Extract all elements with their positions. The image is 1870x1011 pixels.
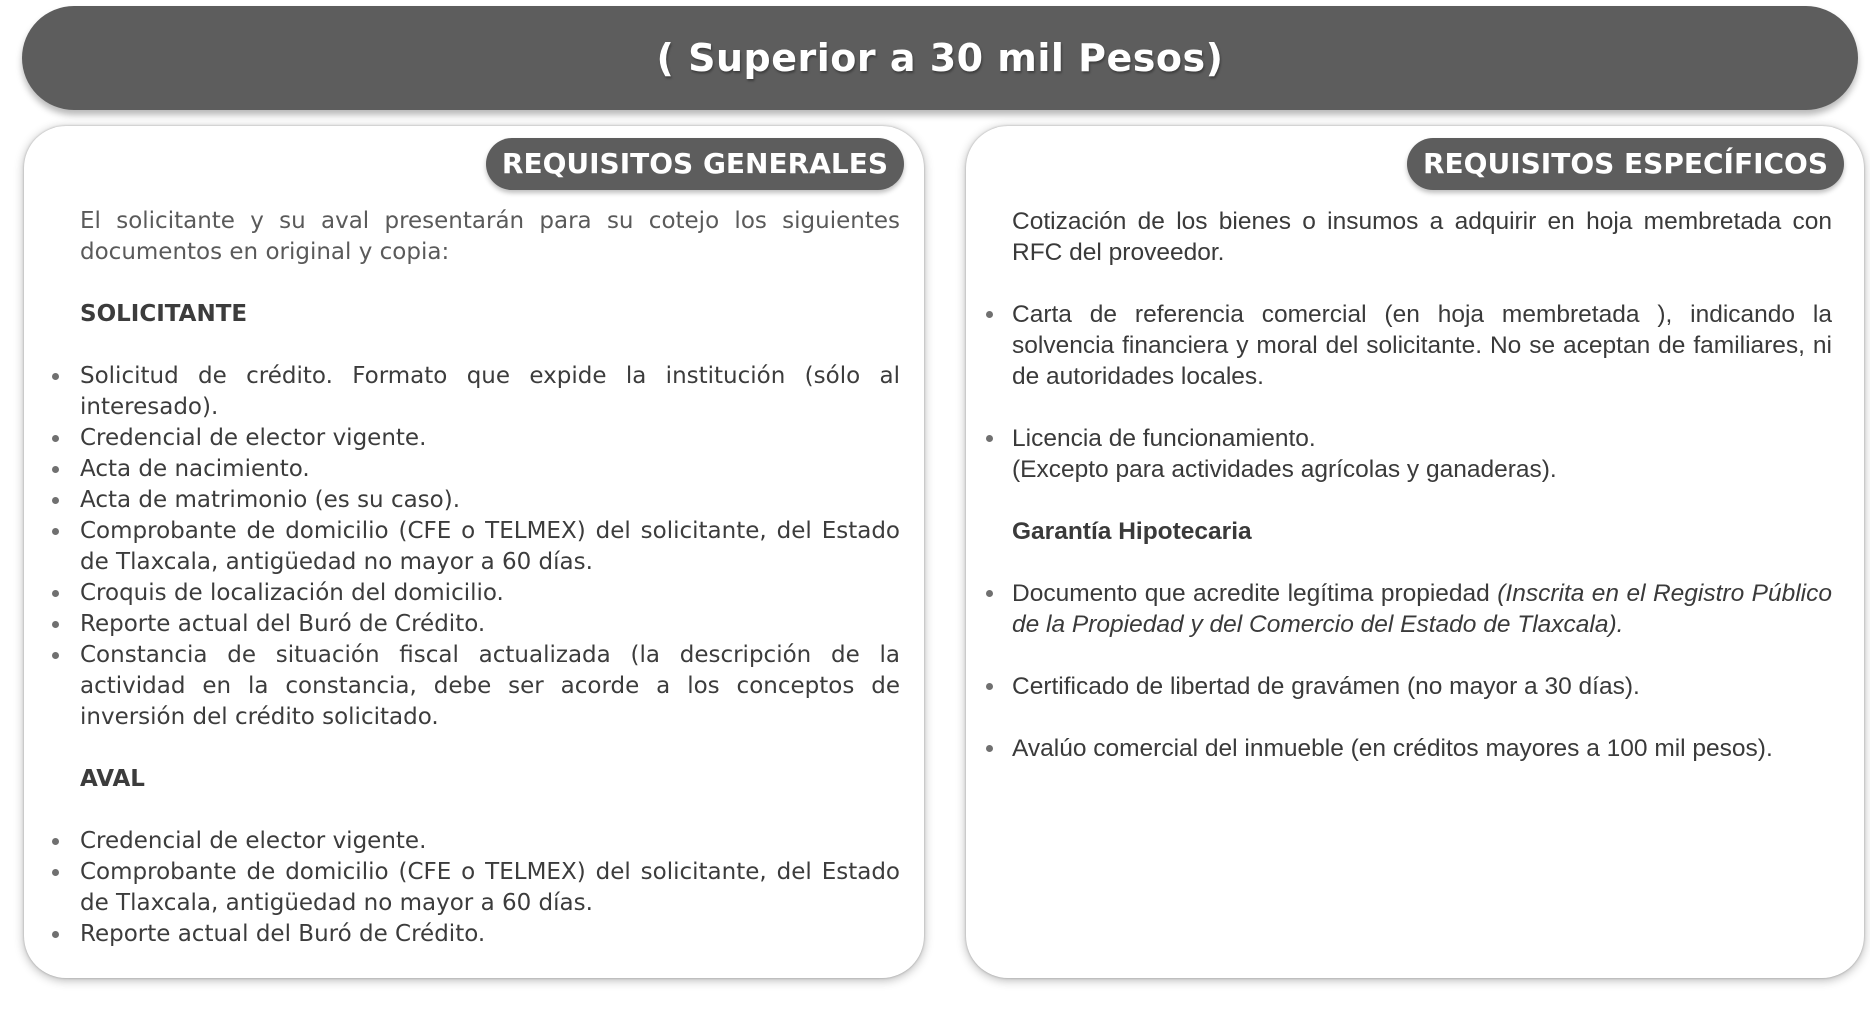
- general-requirements-title: REQUISITOS GENERALES: [486, 138, 904, 190]
- list-item: Avalúo comercial del inmueble (en créditos mayores a 100 mil pesos).: [1012, 733, 1832, 764]
- list-item: Credencial de elector vigente.: [80, 826, 900, 857]
- general-requirements-content: [80, 206, 900, 950]
- cotizacion-text: Cotización de los bienes o insumos a adquirir en hoja membretada con RFC del proveedor.: [1012, 208, 1832, 266]
- list-item: Documento que acredite legítima propiedad (Inscrita en el Registro Público de la Propiedad y del Comercio del Estado de Tlaxcala).: [1012, 578, 1832, 640]
- specific-requirements-title: REQUISITOS ESPECÍFICOS: [1407, 138, 1844, 190]
- garantia-list: [1012, 578, 1832, 640]
- list-item: Acta de nacimiento.: [80, 454, 900, 485]
- list-item: Comprobante de domicilio (CFE o TELMEX) del solicitante, del Estado de Tlaxcala, antigüedad no mayor a 60 días.: [80, 516, 900, 578]
- list-item: Reporte actual del Buró de Crédito.: [80, 919, 900, 950]
- specific-list-1: [1012, 299, 1832, 392]
- specific-requirements-card: [966, 126, 1864, 978]
- list-item: Licencia de funcionamiento. (Excepto para actividades agrícolas y ganaderas).: [1012, 423, 1832, 485]
- aval-heading: AVAL: [80, 766, 145, 792]
- list-item: Reporte actual del Buró de Crédito.: [80, 609, 900, 640]
- documento-note: (Inscrita en el Registro Público de la Propiedad y del Comercio del Estado de Tlaxcala).: [1012, 580, 1832, 638]
- list-item: Acta de matrimonio (es su caso).: [80, 485, 900, 516]
- list-item: Comprobante de domicilio (CFE o TELMEX) del solicitante, del Estado de Tlaxcala, antigüedad no mayor a 60 días.: [80, 857, 900, 919]
- avaluo-list: [1012, 733, 1832, 764]
- list-item: Certificado de libertad de gravámen (no mayor a 30 días).: [1012, 671, 1832, 702]
- licencia-note: (Excepto para actividades agrícolas y ganaderas).: [1012, 456, 1557, 483]
- list-item: Carta de referencia comercial (en hoja membretada ), indicando la solvencia financiera y moral del solicitante. No se aceptan de familiares, ni de autoridades locales.: [1012, 299, 1832, 392]
- general-requirements-card: [24, 126, 924, 978]
- specific-requirements-content: [1012, 206, 1832, 764]
- list-item: Credencial de elector vigente.: [80, 423, 900, 454]
- aval-list: [80, 826, 900, 950]
- page-title: ( Superior a 30 mil Pesos): [656, 36, 1224, 80]
- header-banner: [22, 6, 1858, 110]
- list-item: Solicitud de crédito. Formato que expide la institución (sólo al interesado).: [80, 361, 900, 423]
- certificado-list: [1012, 671, 1832, 702]
- solicitante-heading: SOLICITANTE: [80, 301, 248, 327]
- intro-text: El solicitante y su aval presentarán para su cotejo los siguientes documentos en original y copia:: [80, 208, 900, 265]
- list-item: Constancia de situación fiscal actualizada (la descripción de la actividad en la constancia, debe ser acorde a los conceptos de inversión del crédito solicitado.: [80, 640, 900, 733]
- solicitante-list: [80, 361, 900, 733]
- garantia-heading: Garantía Hipotecaria: [1012, 518, 1252, 545]
- specific-list-2: [1012, 423, 1832, 485]
- list-item: Croquis de localización del domicilio.: [80, 578, 900, 609]
